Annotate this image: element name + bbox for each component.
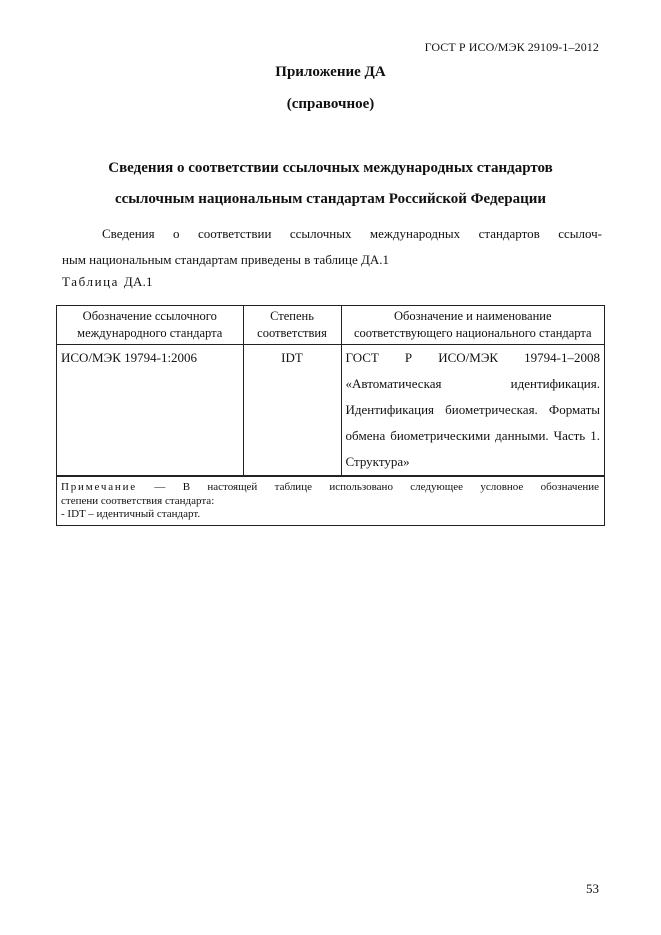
page-number: 53 xyxy=(586,881,599,896)
note-label: Примечание xyxy=(61,481,137,493)
table-header-row xyxy=(57,306,604,345)
cell-degree: IDT xyxy=(243,345,341,476)
note-line-2: степени соответствия стандарта: xyxy=(61,494,215,507)
header-degree: Степень соответствия xyxy=(243,306,341,345)
section-title-line-2: ссылочным национальным стандартам Российской Федерации xyxy=(114,191,547,207)
note-line-3: - IDT – идентичный стандарт. xyxy=(61,508,201,520)
annex-title: Приложение ДА xyxy=(275,64,386,80)
header-national-standard: Обозначение и наименование соответствующего национального стандарта xyxy=(341,306,604,345)
intro-line-2: ным национальным стандартам приведены в таблице ДА.1 xyxy=(62,252,389,267)
table-row xyxy=(57,345,604,476)
table-note xyxy=(57,476,604,525)
section-title-line-1: Сведения о соответствии ссылочных международных стандартов xyxy=(108,160,553,176)
intro-line-1: Сведения о соответствии ссылочных международных стандартов ссылоч- xyxy=(102,226,602,241)
section-title xyxy=(40,153,621,215)
intro-paragraph xyxy=(62,221,602,273)
correspondence-table xyxy=(56,305,605,526)
note-line-1 xyxy=(61,481,599,495)
note-text-1: — В настоящей таблице использовано следующее условное обозначение xyxy=(136,481,599,493)
table-caption-label: Таблица xyxy=(62,274,120,289)
header-reference-standard: Обозначение ссылочного международного стандарта xyxy=(57,306,243,345)
table-caption xyxy=(62,274,153,290)
table-caption-number: ДА.1 xyxy=(123,274,153,289)
document-code: ГОСТ Р ИСО/МЭК 29109-1–2012 xyxy=(424,40,599,54)
cell-national-standard: ГОСТ Р ИСО/МЭК 19794-1–2008 «Автоматическая идентификация. Идентификация биометрическая. Форматы обмена биометрическими данными. Часть 1. Структура» xyxy=(341,345,604,476)
annex-subtitle: (справочное) xyxy=(286,96,375,112)
cell-reference-standard: ИСО/МЭК 19794-1:2006 xyxy=(57,345,243,476)
